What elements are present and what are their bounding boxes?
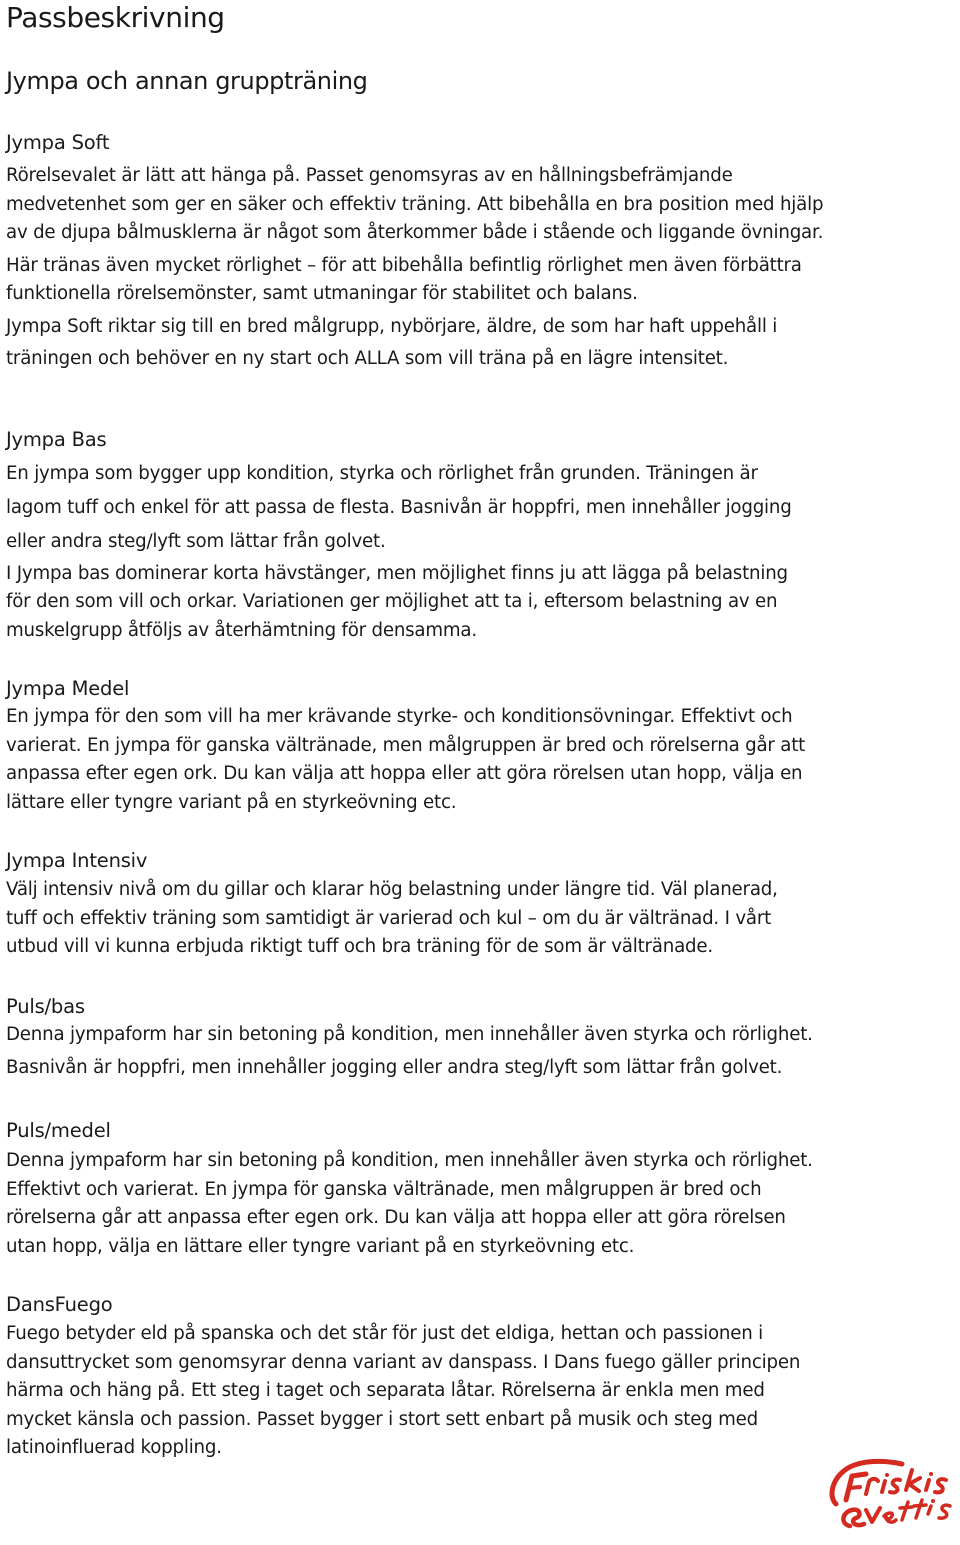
text-line: lagom tuff och enkel för att passa de flesta. Basnivån är hoppfri, men innehåller jogging (6, 496, 792, 518)
section-heading: Jympa Intensiv (6, 849, 148, 872)
page-title: Passbeskrivning (6, 1, 225, 34)
section-heading: Jympa Bas (6, 428, 107, 451)
text-line: för den som vill och orkar. Variationen ger möjlighet att ta i, eftersom belastning av en (6, 591, 778, 613)
text-line: rörelserna går att anpassa efter egen ork. Du kan välja att hoppa eller att göra rörelsen (6, 1207, 786, 1229)
text-line: lättare eller tyngre variant på en styrkeövning etc. (6, 791, 457, 813)
text-line: Rörelsevalet är lätt att hänga på. Passet genomsyras av en hållningsbefrämjande (6, 165, 733, 186)
section-text (6, 703, 958, 817)
text-line: I Jympa bas dominerar korta hävstänger, men möjlighet finns ju att lägga på belastning (6, 562, 788, 584)
text-line: funktionella rörelsemönster, samt utmaningar för stabilitet och balans. (6, 283, 638, 305)
text-line: träningen och behöver en ny start och ALLA som vill träna på en lägre intensitet. (6, 347, 729, 369)
text-line: härma och häng på. Ett steg i taget och separata låtar. Rörelserna är enkla men med (6, 1380, 765, 1402)
text-line: Här tränas även mycket rörlighet – för att bibehålla befintlig rörlighet men även förbättra (6, 254, 802, 276)
text-line: varierat. En jympa för ganska vältränade, men målgruppen är bred och rörelserna går att (6, 734, 806, 756)
text-line: medvetenhet som ger en säker och effektiv träning. Att bibehålla en bra position med hjälp (6, 193, 824, 215)
text-line: utan hopp, välja en lättare eller tyngre variant på en styrkeövning etc. (6, 1235, 635, 1257)
text-line: utbud vill vi kunna erbjuda riktigt tuff och bra träning för de som är vältränade. (6, 936, 713, 958)
text-line: av de djupa bålmusklerna är något som återkommer både i stående och liggande övningar. (6, 222, 824, 244)
text-line: En jympa som bygger upp kondition, styrka och rörlighet från grunden. Träningen är (6, 463, 758, 484)
text-line: En jympa för den som vill ha mer krävande styrke- och konditionsövningar. Effektivt och (6, 706, 793, 727)
section-heading: Puls/medel (6, 1119, 111, 1142)
section-heading: Jympa Soft (6, 131, 110, 154)
section-text (6, 1320, 958, 1463)
text-line: latinoinfluerad koppling. (6, 1437, 222, 1459)
text-line: mycket känsla och passion. Passet bygger i stort sett enbart på musik och steg med (6, 1408, 758, 1430)
text-line: dansuttrycket som genomsyrar denna variant av danspass. I Dans fuego gäller principen (6, 1351, 801, 1373)
section-text (6, 460, 958, 646)
section-text (6, 1021, 958, 1082)
section-text (6, 162, 958, 373)
text-line: tuff och effektiv träning som samtidigt är varierad och kul – om du är vältränad. I vårt (6, 907, 772, 929)
text-line: eller andra steg/lyft som lättar från golvet. (6, 531, 386, 553)
section-heading: Puls/bas (6, 995, 85, 1018)
text-line: Denna jympaform har sin betoning på kondition, men innehåller även styrka och rörlighet. (6, 1150, 813, 1171)
text-line: Fuego betyder eld på spanska och det står för just det eldiga, hettan och passionen i (6, 1323, 763, 1344)
text-line: Jympa Soft riktar sig till en bred målgrupp, nybörjare, äldre, de som har haft uppehåll i (6, 315, 778, 337)
text-line: Effektivt och varierat. En jympa för ganska vältränade, men målgruppen är bred och (6, 1178, 762, 1200)
section-heading: Jympa Medel (6, 677, 130, 700)
friskis-svettis-logo (822, 1454, 956, 1534)
text-line: Denna jympaform har sin betoning på kondition, men innehåller även styrka och rörlighet. (6, 1024, 813, 1045)
text-line: muskelgrupp åtföljs av återhämtning för densamma. (6, 619, 477, 641)
section-text (6, 1147, 958, 1261)
text-line: anpassa efter egen ork. Du kan välja att hoppa eller att göra rörelsen utan hopp, välja en (6, 763, 803, 785)
page-subtitle: Jympa och annan gruppträning (6, 67, 368, 95)
text-line: Välj intensiv nivå om du gillar och klarar hög belastning under längre tid. Väl planerad, (6, 879, 778, 900)
section-heading: DansFuego (6, 1293, 113, 1316)
section-text (6, 876, 958, 962)
text-line: Basnivån är hoppfri, men innehåller jogging eller andra steg/lyft som lättar från golvet. (6, 1056, 783, 1078)
